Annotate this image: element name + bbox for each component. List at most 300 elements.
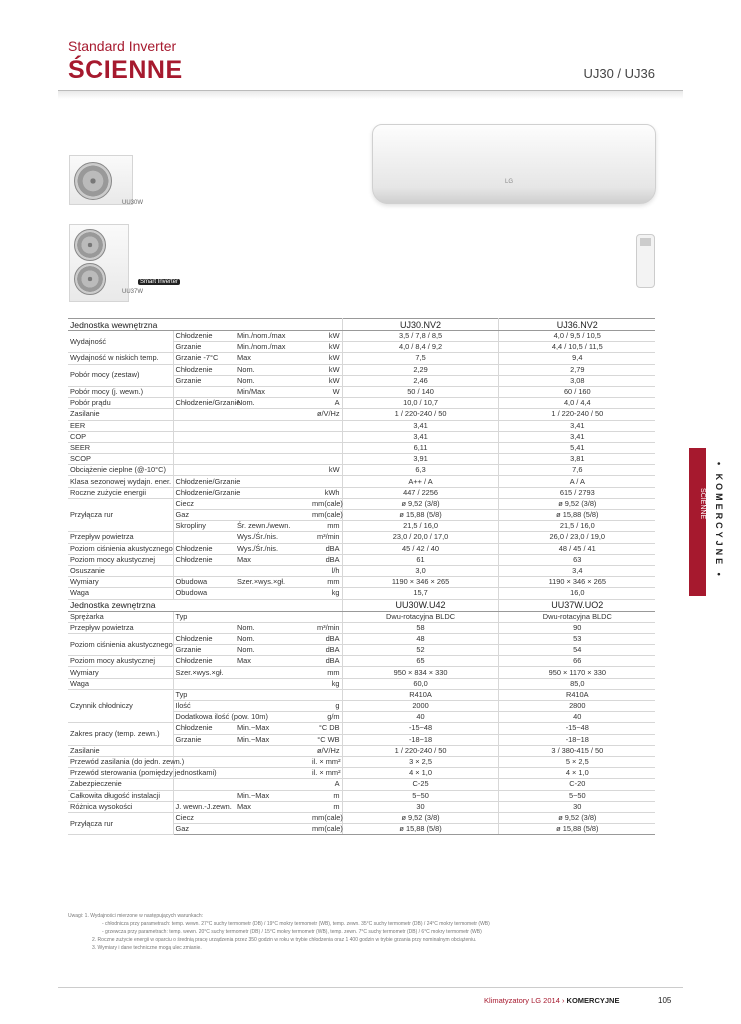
table-cell: J. wewn.-J.zewn. bbox=[173, 801, 235, 812]
table-cell: 2000 bbox=[342, 701, 498, 712]
table-cell: 3,4 bbox=[498, 565, 655, 576]
table-cell: 52 bbox=[342, 645, 498, 656]
table-cell: dBA bbox=[310, 554, 342, 565]
table-cell: 950 × 834 × 330 bbox=[342, 667, 498, 678]
table-cell bbox=[173, 745, 235, 756]
table-cell bbox=[173, 678, 235, 689]
table-cell bbox=[235, 588, 310, 599]
table-cell: 2,79 bbox=[498, 364, 655, 375]
table-cell: A / A bbox=[498, 476, 655, 487]
table-cell: Obudowa bbox=[173, 588, 235, 599]
table-cell: 85,0 bbox=[498, 678, 655, 689]
table-row bbox=[68, 790, 655, 801]
table-cell: 30 bbox=[498, 801, 655, 812]
table-cell: 1190 × 346 × 265 bbox=[498, 577, 655, 588]
table-cell: ø 9,52 (3/8) bbox=[342, 812, 498, 823]
side-vertical-label: • KOMERCYJNE • bbox=[714, 462, 724, 579]
table-cell: ø 9,52 (3/8) bbox=[498, 498, 655, 509]
remote-control-image bbox=[636, 234, 655, 288]
table-cell: 10,0 / 10,7 bbox=[342, 398, 498, 409]
table-row bbox=[68, 476, 655, 487]
table-cell: Osuszanie bbox=[68, 565, 173, 576]
table-cell: R410A bbox=[342, 689, 498, 700]
table-cell: Dodatkowa ilość (pow. 10m) bbox=[173, 712, 235, 723]
table-cell: Chłodzenie bbox=[173, 364, 235, 375]
table-cell: ø 15,88 (5/8) bbox=[498, 510, 655, 521]
table-cell: 30 bbox=[342, 801, 498, 812]
table-cell bbox=[173, 442, 235, 453]
table-cell: Przewód sterowania (pomiędzy jednostkami) bbox=[70, 768, 217, 778]
table-cell: kW bbox=[310, 375, 342, 386]
footnote-1: Uwagi: 1. Wydajności mierzone w następujących warunkach: bbox=[68, 913, 204, 919]
table-cell: UU37W.UO2 bbox=[498, 599, 655, 611]
table-cell: Wydajność bbox=[68, 331, 173, 353]
table-cell: Pobór mocy (zestaw) bbox=[68, 364, 173, 386]
table-cell: Chłodzenie bbox=[173, 554, 235, 565]
table-cell: Min.~Max bbox=[235, 734, 310, 745]
table-cell: Przewód zasilania (do jedn. zewn.) bbox=[70, 757, 185, 767]
table-cell: Waga bbox=[68, 678, 173, 689]
table-cell bbox=[235, 465, 310, 476]
table-cell bbox=[235, 498, 310, 509]
table-cell: Sprężarka bbox=[68, 611, 173, 622]
table-cell: Przyłącza rur bbox=[68, 812, 173, 834]
table-cell: 53 bbox=[498, 633, 655, 644]
table-row bbox=[68, 656, 655, 667]
remote-screen bbox=[640, 238, 651, 246]
spec-table-body bbox=[68, 319, 655, 835]
footnote-3: 3. Wymiary i dane techniczne mogą ulec zmianie. bbox=[92, 945, 202, 951]
table-cell: 40 bbox=[342, 712, 498, 723]
fan-icon bbox=[74, 263, 106, 295]
table-cell: ø 15,88 (5/8) bbox=[498, 824, 655, 835]
table-cell: m³/min bbox=[310, 622, 342, 633]
table-cell bbox=[310, 442, 342, 453]
table-cell: 21,5 / 16,0 bbox=[342, 521, 498, 532]
table-row bbox=[68, 622, 655, 633]
table-cell: m bbox=[310, 801, 342, 812]
table-row bbox=[68, 420, 655, 431]
table-cell: m³/min bbox=[310, 532, 342, 543]
table-cell: ø 9,52 (3/8) bbox=[498, 812, 655, 823]
table-cell bbox=[235, 454, 310, 465]
table-row bbox=[68, 386, 655, 397]
table-cell: 4,0 / 8,4 / 9,2 bbox=[342, 342, 498, 353]
table-cell: 2,46 bbox=[342, 375, 498, 386]
table-cell bbox=[235, 510, 310, 521]
table-cell: 4,0 / 4,4 bbox=[498, 398, 655, 409]
table-cell: ø 15,88 (5/8) bbox=[342, 510, 498, 521]
table-row bbox=[68, 577, 655, 588]
table-row bbox=[68, 331, 655, 342]
table-row bbox=[68, 532, 655, 543]
table-cell: 7,6 bbox=[498, 465, 655, 476]
table-cell: Nom. bbox=[235, 633, 310, 644]
table-cell: 7,5 bbox=[342, 353, 498, 364]
table-cell: Zasilanie bbox=[68, 409, 173, 420]
table-cell: 15,7 bbox=[342, 588, 498, 599]
table-cell: 1 / 220-240 / 50 bbox=[342, 745, 498, 756]
table-cell: mm(cale) bbox=[312, 824, 343, 834]
table-cell: kWh bbox=[310, 487, 342, 498]
table-cell bbox=[173, 565, 235, 576]
table-cell: mm bbox=[310, 577, 342, 588]
table-cell: 50 / 140 bbox=[342, 386, 498, 397]
table-cell bbox=[235, 476, 310, 487]
table-cell: Wymiary bbox=[68, 667, 173, 678]
table-cell: m bbox=[310, 790, 342, 801]
table-cell bbox=[310, 476, 342, 487]
table-cell: mm(cale) bbox=[312, 498, 343, 508]
table-cell bbox=[310, 689, 342, 700]
table-cell: Grzanie -7°C bbox=[173, 353, 235, 364]
table-cell: 3,41 bbox=[498, 420, 655, 431]
table-cell: 3,5 / 7,8 / 8,5 bbox=[342, 331, 498, 342]
table-cell: Nom. bbox=[235, 398, 310, 409]
table-row bbox=[68, 442, 655, 453]
indoor-unit-image bbox=[372, 124, 656, 204]
table-cell bbox=[173, 779, 235, 790]
table-cell: 48 bbox=[342, 633, 498, 644]
table-row bbox=[68, 599, 655, 611]
table-cell: Chłodzenie bbox=[173, 656, 235, 667]
table-cell: COP bbox=[68, 431, 173, 442]
table-row bbox=[68, 353, 655, 364]
table-cell: Różnica wysokości bbox=[68, 801, 173, 812]
table-row bbox=[68, 409, 655, 420]
table-cell: Grzanie bbox=[173, 375, 235, 386]
table-cell: C-25 bbox=[342, 779, 498, 790]
table-cell: 6,11 bbox=[342, 442, 498, 453]
table-cell: 23,0 / 20,0 / 17,0 bbox=[342, 532, 498, 543]
footer-text: Klimatyzatory LG 2014 › bbox=[484, 996, 565, 1005]
table-cell: Min.~Max bbox=[235, 790, 310, 801]
table-cell: Typ bbox=[173, 611, 235, 622]
table-cell bbox=[235, 442, 310, 453]
table-cell: kW bbox=[310, 353, 342, 364]
footnotes bbox=[68, 912, 628, 952]
footer-divider bbox=[58, 987, 683, 988]
footnote-1a: - chłodnicza przy parametrach: temp. wewn. 27°C suchy termometr (DB) / 19°C mokry termometr (WB), temp. zewn. 35°C suchy termometr (DB) / 24°C mokry termometr (WB) bbox=[102, 921, 490, 927]
table-cell: Jednostka wewnętrzna bbox=[68, 319, 342, 331]
table-row bbox=[68, 779, 655, 790]
table-cell: UJ36.NV2 bbox=[498, 319, 655, 331]
table-row bbox=[68, 812, 655, 823]
table-cell: Chłodzenie bbox=[173, 543, 235, 554]
table-cell: 3,41 bbox=[342, 420, 498, 431]
table-cell: UU30W.U42 bbox=[342, 599, 498, 611]
table-cell: 16,0 bbox=[498, 588, 655, 599]
table-cell: Obciążenie cieplne (@-10°C) bbox=[68, 465, 173, 476]
table-cell: 1 / 220-240 / 50 bbox=[498, 409, 655, 420]
table-cell: mm(cale) bbox=[312, 812, 343, 822]
table-cell: 615 / 2793 bbox=[498, 487, 655, 498]
spec-table bbox=[68, 318, 655, 835]
table-cell bbox=[235, 667, 310, 678]
table-cell: 90 bbox=[498, 622, 655, 633]
table-cell: Śr. zewn./wewn. bbox=[235, 521, 310, 532]
table-cell: Max bbox=[235, 353, 310, 364]
table-cell: 5~50 bbox=[342, 790, 498, 801]
table-cell: Poziom mocy akustycznej bbox=[68, 554, 173, 565]
table-cell: C-20 bbox=[498, 779, 655, 790]
header-shade bbox=[58, 91, 683, 99]
table-cell: Chłodzenie/Grzanie bbox=[173, 398, 235, 409]
outdoor-unit-caption-1: UU30W bbox=[122, 200, 144, 206]
table-row bbox=[68, 633, 655, 644]
table-cell: dBA bbox=[310, 645, 342, 656]
table-cell: Min/Max bbox=[235, 386, 310, 397]
table-cell: 45 / 42 / 40 bbox=[342, 543, 498, 554]
header-models: UJ30 / UJ36 bbox=[583, 66, 655, 81]
table-cell bbox=[235, 689, 310, 700]
table-cell bbox=[235, 768, 310, 779]
table-cell: Ilość bbox=[173, 701, 235, 712]
table-cell: 3 × 2,5 bbox=[342, 756, 498, 767]
table-cell: °C DB bbox=[310, 723, 342, 734]
table-cell: Szer.×wys.×gł. bbox=[235, 577, 310, 588]
table-cell: 48 / 45 / 41 bbox=[498, 543, 655, 554]
table-cell: -18~18 bbox=[498, 734, 655, 745]
fan-icon bbox=[74, 229, 106, 261]
table-row bbox=[68, 465, 655, 476]
table-cell: 5,41 bbox=[498, 442, 655, 453]
table-cell: Poziom mocy akustycznej bbox=[68, 656, 173, 667]
table-row bbox=[68, 398, 655, 409]
table-cell: 40 bbox=[498, 712, 655, 723]
table-cell: Grzanie bbox=[173, 645, 235, 656]
table-cell bbox=[310, 420, 342, 431]
table-cell: Jednostka zewnętrzna bbox=[68, 599, 342, 611]
table-cell: Skropliny bbox=[173, 521, 235, 532]
table-cell bbox=[173, 465, 235, 476]
table-cell: 63 bbox=[498, 554, 655, 565]
table-row bbox=[68, 689, 655, 700]
table-cell bbox=[235, 745, 310, 756]
table-cell bbox=[235, 701, 310, 712]
table-cell bbox=[173, 454, 235, 465]
outdoor-unit-image-1 bbox=[69, 155, 133, 205]
table-cell: Nom. bbox=[235, 375, 310, 386]
table-cell: Waga bbox=[68, 588, 173, 599]
table-cell: ø/V/Hz bbox=[310, 409, 342, 420]
table-cell: 4,4 / 10,5 / 11,5 bbox=[498, 342, 655, 353]
table-row bbox=[68, 487, 655, 498]
table-cell: Nom. bbox=[235, 645, 310, 656]
lg-logo: LG bbox=[505, 179, 514, 185]
table-cell: Szer.×wys.×gł. bbox=[173, 667, 235, 678]
table-cell: 4 × 1,0 bbox=[342, 768, 498, 779]
table-cell: Typ bbox=[173, 689, 235, 700]
table-cell bbox=[235, 824, 310, 835]
table-cell: Zakres pracy (temp. zewn.) bbox=[68, 723, 173, 745]
table-cell bbox=[310, 454, 342, 465]
table-cell: Wymiary bbox=[68, 577, 173, 588]
table-cell bbox=[235, 409, 310, 420]
table-cell bbox=[235, 487, 310, 498]
table-cell: Klasa sezonowej wydajn. ener. bbox=[70, 476, 172, 486]
table-cell: 6,3 bbox=[342, 465, 498, 476]
table-cell bbox=[173, 420, 235, 431]
table-cell: 58 bbox=[342, 622, 498, 633]
table-cell bbox=[173, 409, 235, 420]
table-cell: ø 9,52 (3/8) bbox=[342, 498, 498, 509]
table-cell: Dwu-rotacyjna BLDC bbox=[498, 611, 655, 622]
table-cell bbox=[173, 532, 235, 543]
table-cell: Chłodzenie bbox=[173, 723, 235, 734]
table-cell: kW bbox=[310, 465, 342, 476]
table-cell: 447 / 2256 bbox=[342, 487, 498, 498]
table-cell: EER bbox=[68, 420, 173, 431]
table-cell: Ciecz bbox=[173, 498, 235, 509]
table-cell bbox=[235, 565, 310, 576]
table-cell: 4,0 / 9,5 / 10,5 bbox=[498, 331, 655, 342]
table-cell: -18~18 bbox=[342, 734, 498, 745]
table-cell: Ciecz bbox=[173, 812, 235, 823]
table-cell: Max bbox=[235, 554, 310, 565]
table-cell: 9,4 bbox=[498, 353, 655, 364]
table-row bbox=[68, 801, 655, 812]
table-cell: kg bbox=[310, 678, 342, 689]
table-cell: Roczne zużycie energii bbox=[68, 487, 173, 498]
table-row bbox=[68, 364, 655, 375]
table-cell: -15~48 bbox=[342, 723, 498, 734]
table-cell: Przyłącza rur bbox=[68, 498, 173, 532]
table-cell: W bbox=[310, 386, 342, 397]
table-cell: Chłodzenie/Grzanie bbox=[173, 487, 235, 498]
table-cell: g bbox=[310, 701, 342, 712]
fan-icon bbox=[74, 162, 112, 200]
table-cell: 3,0 bbox=[342, 565, 498, 576]
table-cell: 2,29 bbox=[342, 364, 498, 375]
table-cell: dBA bbox=[310, 543, 342, 554]
table-cell: 950 × 1170 × 330 bbox=[498, 667, 655, 678]
table-row bbox=[68, 498, 655, 509]
footer-section: KOMERCYJNE bbox=[566, 996, 620, 1005]
table-cell: 1190 × 346 × 265 bbox=[342, 577, 498, 588]
table-cell bbox=[310, 431, 342, 442]
table-cell bbox=[173, 386, 235, 397]
table-cell: 2800 bbox=[498, 701, 655, 712]
table-cell: kg bbox=[310, 588, 342, 599]
table-cell: 65 bbox=[342, 656, 498, 667]
table-cell: -15~48 bbox=[498, 723, 655, 734]
table-row bbox=[68, 554, 655, 565]
table-cell: Wydajność w niskich temp. bbox=[68, 353, 173, 364]
table-cell bbox=[235, 779, 310, 790]
table-cell: 3,81 bbox=[498, 454, 655, 465]
table-cell: Min.~Max bbox=[235, 723, 310, 734]
outdoor-unit-image-2 bbox=[69, 224, 129, 302]
table-cell: Całkowita długość instalacji bbox=[68, 790, 173, 801]
table-cell: mm bbox=[310, 667, 342, 678]
table-cell: Pobór prądu bbox=[68, 398, 173, 409]
table-cell: dBA bbox=[310, 633, 342, 644]
table-row bbox=[68, 543, 655, 554]
table-cell: Zasilanie bbox=[68, 745, 173, 756]
table-cell: Dwu-rotacyjna BLDC bbox=[342, 611, 498, 622]
table-cell: A bbox=[310, 398, 342, 409]
table-cell: Wys./Śr./nis. bbox=[235, 543, 310, 554]
table-cell: Grzanie bbox=[173, 734, 235, 745]
table-cell: 66 bbox=[498, 656, 655, 667]
table-cell: l/h bbox=[310, 565, 342, 576]
table-row bbox=[68, 431, 655, 442]
table-cell: 26,0 / 23,0 / 19,0 bbox=[498, 532, 655, 543]
table-row bbox=[68, 745, 655, 756]
table-cell: kW bbox=[310, 331, 342, 342]
table-cell: Nom. bbox=[235, 364, 310, 375]
table-cell bbox=[235, 420, 310, 431]
table-cell: Przepływ powietrza bbox=[68, 532, 173, 543]
table-cell: Przepływ powietrza bbox=[68, 622, 173, 633]
table-row bbox=[68, 723, 655, 734]
table-cell: Max bbox=[235, 656, 310, 667]
table-cell: UJ30.NV2 bbox=[342, 319, 498, 331]
outdoor-unit-caption-2: UU37W bbox=[122, 289, 144, 295]
table-cell: dBA bbox=[310, 656, 342, 667]
table-cell: Poziom ciśnienia akustycznego bbox=[70, 543, 173, 553]
table-cell: Chłodzenie bbox=[173, 633, 235, 644]
table-cell: Gaz bbox=[173, 824, 235, 835]
table-cell: ø/V/Hz bbox=[310, 745, 342, 756]
table-cell: A bbox=[310, 779, 342, 790]
table-cell: kW bbox=[310, 364, 342, 375]
table-cell: 3,91 bbox=[342, 454, 498, 465]
table-row bbox=[68, 667, 655, 678]
table-cell: Chłodzenie/Grzanie bbox=[173, 476, 235, 487]
table-cell: Zabezpieczenie bbox=[68, 779, 173, 790]
table-cell: 54 bbox=[498, 645, 655, 656]
table-row bbox=[68, 454, 655, 465]
table-cell: Obudowa bbox=[173, 577, 235, 588]
table-cell: Czynnik chłodniczy bbox=[68, 689, 173, 723]
page-number: 105 bbox=[658, 996, 672, 1005]
table-cell bbox=[235, 812, 310, 823]
table-cell: 60,0 bbox=[342, 678, 498, 689]
side-tab-text: ŚCIENNE bbox=[699, 488, 706, 520]
table-row bbox=[68, 611, 655, 622]
table-cell: Pobór mocy (j. wewn.) bbox=[68, 386, 173, 397]
side-tab bbox=[689, 448, 706, 596]
table-cell bbox=[235, 678, 310, 689]
table-cell: Chłodzenie bbox=[173, 331, 235, 342]
page-title: ŚCIENNE bbox=[68, 56, 183, 84]
table-cell: 60 / 160 bbox=[498, 386, 655, 397]
table-cell: Poziom ciśnienia akustycznego bbox=[68, 633, 173, 655]
table-cell: mm(cale) bbox=[312, 510, 343, 520]
table-cell: Nom. bbox=[235, 622, 310, 633]
table-row bbox=[68, 565, 655, 576]
table-cell: SEER bbox=[68, 442, 173, 453]
header-subtitle: Standard Inverter bbox=[68, 38, 177, 54]
smart-inverter-badge: Smart Inverter bbox=[140, 279, 179, 285]
table-cell: Max bbox=[235, 801, 310, 812]
table-row bbox=[68, 319, 655, 331]
table-cell: 3,41 bbox=[498, 431, 655, 442]
footer-breadcrumb bbox=[484, 996, 619, 1005]
table-cell: 5 × 2,5 bbox=[498, 756, 655, 767]
table-cell: g/m bbox=[310, 712, 342, 723]
table-cell: Min./nom./max bbox=[235, 331, 310, 342]
table-cell bbox=[235, 756, 310, 767]
table-cell: 3 / 380-415 / 50 bbox=[498, 745, 655, 756]
table-cell: Min./nom./max bbox=[235, 342, 310, 353]
table-cell: 21,5 / 16,0 bbox=[498, 521, 655, 532]
table-cell: 3,08 bbox=[498, 375, 655, 386]
table-cell: mm bbox=[310, 521, 342, 532]
table-cell bbox=[173, 431, 235, 442]
